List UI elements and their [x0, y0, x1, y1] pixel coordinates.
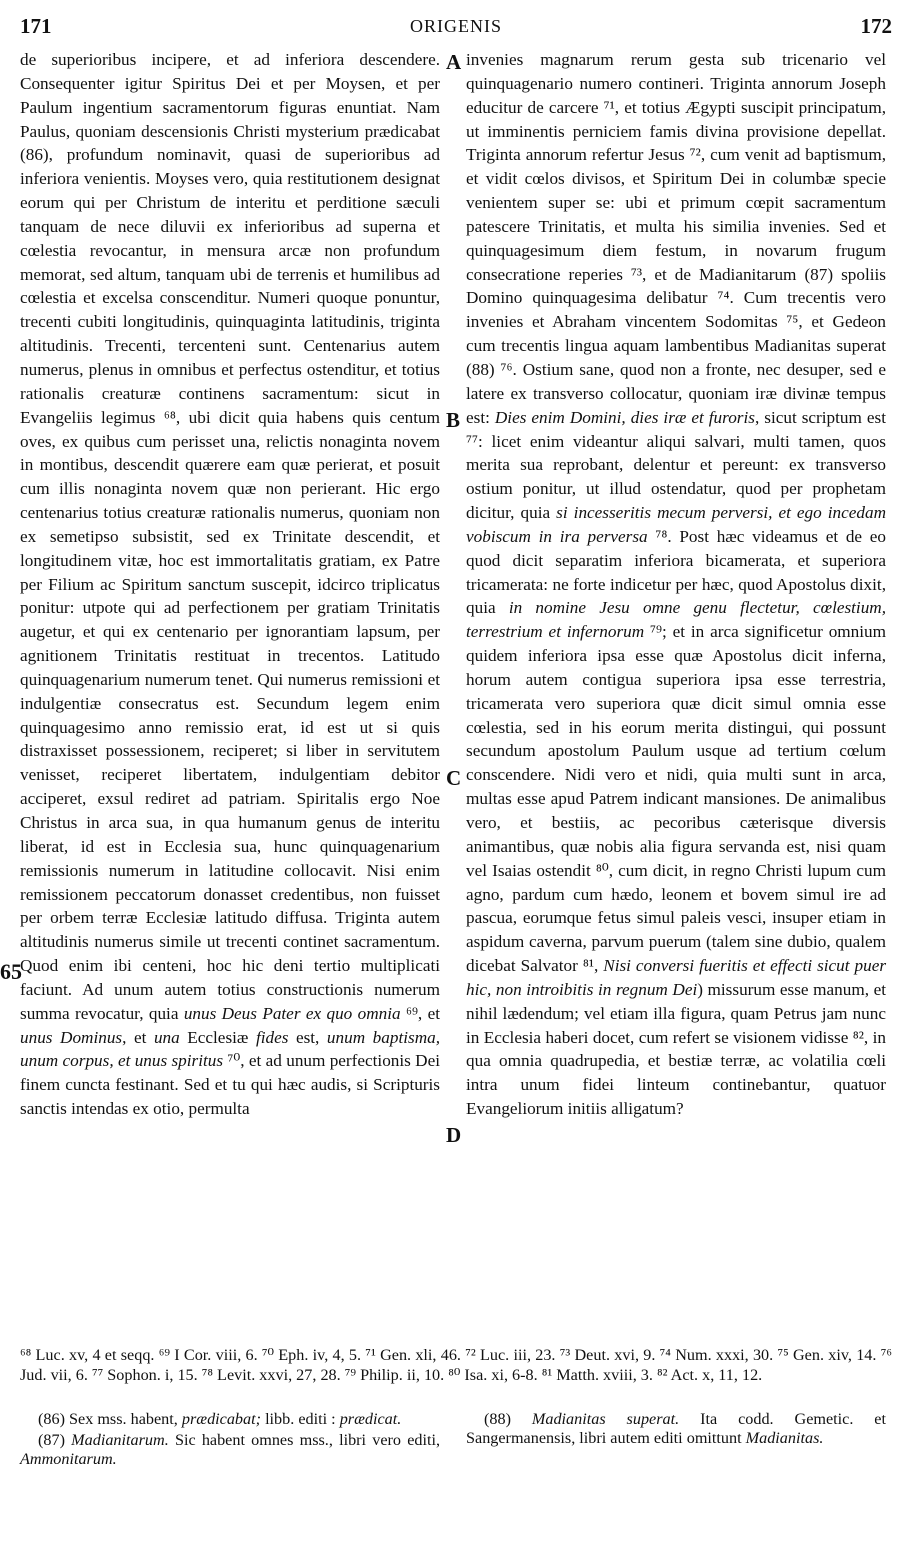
- margin-marker-d: D: [446, 1123, 462, 1147]
- right-page-number: 172: [860, 14, 892, 38]
- footnote-86: (86) Sex mss. habent, prædicabat; libb. editi : prædicat.: [38, 1410, 402, 1428]
- footnotes-left: [20, 1410, 440, 1471]
- footnote-87: (87) Madianitarum. Sic habent omnes mss., libri vero editi, Ammonitarum.: [20, 1431, 441, 1468]
- running-header: [20, 14, 892, 40]
- right-column: [466, 48, 886, 1121]
- left-page-number: 171: [20, 14, 52, 38]
- right-column-text: invenies magnarum rerum gesta sub tricenario vel quinquagenario numero contineri. Triginta annorum Joseph educitur de carcere ⁷¹, et totius Ægypti suscipit principatum, ut imminentis perniciem famis divina provisione depellat. Triginta annorum refertur Jesus ⁷², cum venit ad baptismum, et vidit cœlos divisos, et Spiritum Dei in columbæ specie venientem super se: ubi et primum cœpit sacramentum patescere Trinitatis, et multa his similia invenies. Sed et quinquagesimum diem festum, in novarum frugum consecratione reperies ⁷³, et de Madianitarum (87) spoliis Domino quinquagesima delibatur ⁷⁴. Cum trecentis vero invenies et Abraham vincentem Sodomitas ⁷⁵, et Gedeon cum trecentis lingua aquam lambentibus Madianitas superat (88) ⁷⁶. Ostium sane, quod non a fronte, nec desuper, sed e latere ex transverso collocatur, quoniam iræ divinæ tempus est: Dies enim Domini, dies iræ et furoris, sicut scriptum est ⁷⁷: licet enim videantur aliqui salvari, multi tamen, quos merita sua reprobant, delentur et pereunt: ex transverso ostium ponitur, ut illud ostendatur, quod per prophetam dicitur, quia si incesseritis mecum perversi, et ego incedam vobiscum in ira perversa ⁷⁸. Post hæc videamus et de eo quod dicit separatim inferiora bicamerata, et superiora tricamerata: ne forte indicetur per hæc, quod Apostolus dixit, quia in nomine Jesu omne genu flectetur, cœlestium, terrestrium et infernorum ⁷⁹; et in arca significetur omnium quidem inferiora ipsa esse quæ Apostolus dicit inferna, horum autem contigua superiora ipsa esse terrestria, tricamerata vero superiora quæ dicit simul omnia esse cœlestia, sed in his eorum merita distingui, qui possunt secundum apostolum Paulum usque ad tertium cœlum conscendere. Nidi vero et nidi, quia multi sunt in arca, multas esse apud Patrem indicant mansiones. De animalibus vero, et bestiis, ac pecoribus cæterisque diversis animantibus, quæ nobis alia figura servanda est, nisi quam vel Isaias ostendit ⁸⁰, cum dicit, in regno Christi lupum cum agno, pardum cum hædo, leonem et bovem simul ire ad pascua, eorumque fetus simul paleis vesci, insuper etiam in aspidum caverna, parvum puerum (talem sine dubio, qualem dicebat Salvator ⁸¹, Nisi conversi fueritis et effecti sicut puer hic, non introibitis in regnum Dei) missurum esse manum, et nihil lædendum; vel etiam illa figura, quam Petrus jam nunc in Ecclesia haberi docet, cum refert se visionem vidisse ⁸², in qua omnia quadrupedia, et bestiæ terræ, ac volatilia cœli intra unum fidei linteum continebantur, quatuor Evangeliorum initiis alligatum?: [466, 50, 887, 1119]
- margin-marker-b: B: [446, 408, 461, 432]
- margin-marker-c: C: [446, 766, 462, 790]
- references-text: ⁶⁸ Luc. xv, 4 et seqq. ⁶⁹ I Cor. viii, 6. ⁷⁰ Eph. iv, 4, 5. ⁷¹ Gen. xli, 46. ⁷² Luc. iii, 23. ⁷³ Deut. xvi, 9. ⁷⁴ Num. xxxi, 30. ⁷⁵ Gen. xiv, 14. ⁷⁶ Jud. vii, 6. ⁷⁷ Sophon. i, 15. ⁷⁸ Levit. xxvi, 27, 28. ⁷⁹ Philip. ii, 10. ⁸⁰ Isa. xi, 6-8. ⁸¹ Matth. xviii, 3. ⁸² Act. x, 11, 12.: [20, 1346, 892, 1384]
- margin-number-65: 65: [0, 959, 22, 984]
- left-column-text: de superioribus incipere, et ad inferiora descendere. Consequenter igitur Spiritus Dei et per Moysen, et per Paulum ingentium sacramentorum figuras enuntiat. Nam Paulus, quoniam descensionis Christi mysterium prædicabat (86), profundum nominavit, quasi de superioribus ad inferiora venientis. Moyses vero, quia restitutionem designat eorum qui per Christum de interitu et perditione sæculi tanquam de nece diluvii ex inferioribus ad superna et cœlestia revocantur, in mensura arcæ non profundum memorat, sed altum, tanquam ubi de terrenis et humilibus ad cœlestia et excelsa conscenditur. Numeri quoque ponuntur, trecenti cubiti longitudinis, quinquaginta latitudinis, triginta altitudinis. Trecenti, tercenteni sunt. Centenarius autem numerus, plenus in omnibus et perfectus ostenditur, et totius rationalis creaturæ continens sacramentum: sicut in Evangeliis legimus ⁶⁸, ubi dicit quia habens quis centum oves, ex quibus cum perisset una, relictis nonaginta novem in montibus, descendit quærere eam quæ perierat, et posuit cum illis nonaginta novem quæ non perierant. Hic ergo centenarius totius creaturæ rationalis numerus, quoniam non ex semetipso subsistit, sed ex Trinitate descendit, et longitudinem vitæ, hoc est immortalitatis gratiam, ex Patre per Filium ac Spiritum sanctum suscepit, idcirco triplicatus ponitur: utpote qui ad perfectionem per gratiam Trinitatis augetur, et qui ex centenario per ignorantiam lapsum, per agnitionem Trinitatis restituat in trecentos. Latitudo quinquagenarium numerum tenet. Qui numerus remissioni et indulgentiæ consecratus est. Secundum legem enim quinquagesimo anno remissio erat, id est ut si quis distraxisset possessionem, reciperet; si liber in servitutem venisset, reciperet libertatem, indulgentiam debitor acciperet, exsul rediret ad patriam. Spiritalis ergo Noe Christus in arca sua, in qua humanum genus de interitu liberat, id est in Ecclesia sua, hunc quinquagenarium remissionis numerum in latitudine collocavit. Nisi enim remissionem peccatorum donasset credentibus, non fuisset per orbem terræ Ecclesiæ latitudo diffusa. Triginta autem altitudinis numerus simile ut trecenti continet sacramentum. Quod enim ibi centeni, hoc hic deni tertio multiplicati faciunt. Ad unum autem totius constructionis numerum summa revocatur, quia unus Deus Pater ex quo omnia ⁶⁹, et unus Dominus, et una Ecclesiæ fides est, unum baptisma, unum corpus, et unus spiritus ⁷⁰, et ad unum perfectionis Dei finem cuncta festinant. Sed et tu qui hæc audis, si Scripturis sanctis intendas ex otio, permulta: [20, 50, 440, 1119]
- footnote-88: (88) Madianitas superat. Ita codd. Gemetic. et Sangermanensis, libri autem editi omittunt Madianitas.: [466, 1410, 886, 1447]
- left-column: [20, 48, 440, 1121]
- margin-marker-a: A: [446, 50, 462, 74]
- footnotes-right: [466, 1410, 886, 1450]
- running-title: ORIGENIS: [410, 16, 502, 36]
- scripture-references: [20, 1345, 892, 1385]
